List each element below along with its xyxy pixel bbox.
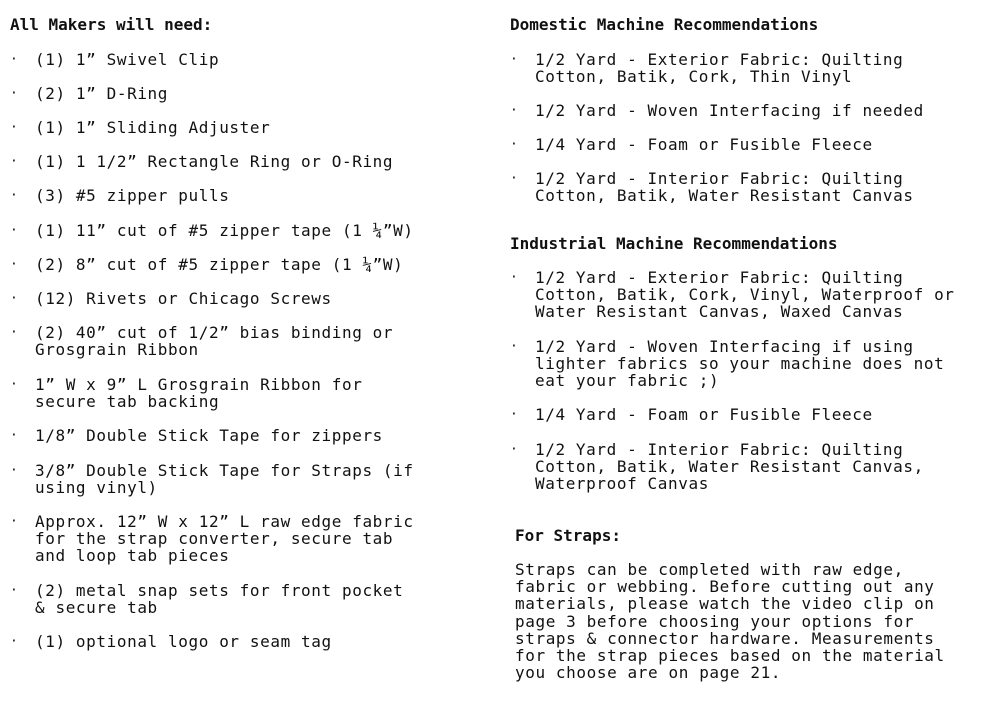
- list-item: [510, 170, 980, 204]
- bullet-icon: ·: [10, 377, 18, 392]
- bullet-icon: ·: [10, 291, 18, 306]
- bullet-icon: ·: [510, 52, 518, 67]
- list-item: [510, 338, 980, 390]
- list-item-text: Approx. 12” W x 12” L raw edge fabric for the strap converter, secure tab and loop tab pieces: [35, 512, 414, 566]
- domestic-heading: Domestic Machine Recommendations: [510, 15, 819, 34]
- list-item-text: (2) 8” cut of #5 zipper tape (1 ¼”W): [35, 255, 404, 274]
- list-item: [10, 256, 480, 273]
- list-item-text: (1) optional logo or seam tag: [35, 632, 332, 651]
- bullet-icon: ·: [10, 583, 18, 598]
- bullet-icon: ·: [10, 154, 18, 169]
- list-item-text: 1/8” Double Stick Tape for zippers: [35, 426, 383, 445]
- makers-heading: All Makers will need:: [10, 15, 213, 34]
- list-item: [10, 376, 480, 410]
- industrial-heading: Industrial Machine Recommendations: [510, 234, 838, 253]
- list-item: [510, 136, 980, 153]
- straps-paragraph: Straps can be completed with raw edge, fabric or webbing. Before cutting out any materials, please watch the video clip on page 3 before choosing your options for straps & connector hardware. Measurements for the strap pieces based on the material you choose are on page 21.: [515, 560, 945, 683]
- list-item-text: (2) metal snap sets for front pocket & secure tab: [35, 581, 404, 618]
- list-item: [10, 119, 480, 136]
- bullet-icon: ·: [10, 120, 18, 135]
- list-item: [10, 85, 480, 102]
- list-item-text: (1) 1” Sliding Adjuster: [35, 118, 271, 137]
- list-item: [10, 153, 480, 170]
- list-item-text: 1/4 Yard - Foam or Fusible Fleece: [535, 405, 873, 424]
- bullet-icon: ·: [10, 188, 18, 203]
- bullet-icon: ·: [510, 171, 518, 186]
- list-item: [10, 513, 480, 565]
- list-item-text: 1/4 Yard - Foam or Fusible Fleece: [535, 135, 873, 154]
- bullet-icon: ·: [10, 463, 18, 478]
- list-item-text: (12) Rivets or Chicago Screws: [35, 289, 332, 308]
- list-item: [10, 427, 480, 444]
- list-item: [510, 269, 980, 321]
- bullet-icon: ·: [10, 514, 18, 529]
- list-item-text: 1/2 Yard - Interior Fabric: Quilting Cotton, Batik, Water Resistant Canvas, Waterproof Canvas: [535, 440, 924, 494]
- bullet-icon: ·: [10, 86, 18, 101]
- list-item: [10, 324, 480, 358]
- bullet-icon: ·: [510, 442, 518, 457]
- bullet-icon: ·: [10, 634, 18, 649]
- straps-heading: For Straps:: [515, 526, 621, 545]
- bullet-icon: ·: [510, 137, 518, 152]
- list-item: [10, 187, 480, 204]
- list-item: [510, 102, 980, 119]
- list-item-text: (2) 40” cut of 1/2” bias binding or Grosgrain Ribbon: [35, 323, 394, 360]
- list-item-text: (3) #5 zipper pulls: [35, 186, 230, 205]
- list-item: [10, 222, 480, 239]
- list-item-text: 1/2 Yard - Interior Fabric: Quilting Cotton, Batik, Water Resistant Canvas: [535, 169, 914, 206]
- list-item: [10, 462, 480, 496]
- list-item: [10, 290, 480, 307]
- list-item-text: (1) 1 1/2” Rectangle Ring or O-Ring: [35, 152, 394, 171]
- bullet-icon: ·: [10, 257, 18, 272]
- list-item-text: 1/2 Yard - Woven Interfacing if using lighter fabrics so your machine does not eat your fabric ;): [535, 337, 945, 391]
- bullet-icon: ·: [510, 407, 518, 422]
- list-item-text: 1/2 Yard - Exterior Fabric: Quilting Cotton, Batik, Cork, Vinyl, Waterproof or Water Resistant Canvas, Waxed Canvas: [535, 268, 955, 322]
- list-item-text: 3/8” Double Stick Tape for Straps (if using vinyl): [35, 461, 414, 498]
- list-item: [10, 51, 480, 68]
- bullet-icon: ·: [10, 223, 18, 238]
- list-item: [510, 406, 980, 423]
- list-item: [510, 441, 980, 493]
- bullet-icon: ·: [10, 325, 18, 340]
- list-item-text: 1/2 Yard - Exterior Fabric: Quilting Cotton, Batik, Cork, Thin Vinyl: [535, 50, 904, 87]
- bullet-icon: ·: [510, 270, 518, 285]
- list-item-text: 1” W x 9” L Grosgrain Ribbon for secure tab backing: [35, 375, 363, 412]
- list-item-text: (1) 1” Swivel Clip: [35, 50, 220, 69]
- list-item: [10, 633, 480, 650]
- list-item: [510, 51, 980, 85]
- bullet-icon: ·: [510, 103, 518, 118]
- list-item-text: 1/2 Yard - Woven Interfacing if needed: [535, 101, 924, 120]
- bullet-icon: ·: [10, 52, 18, 67]
- bullet-icon: ·: [510, 339, 518, 354]
- list-item: [10, 582, 480, 616]
- bullet-icon: ·: [10, 428, 18, 443]
- list-item-text: (1) 11” cut of #5 zipper tape (1 ¼”W): [35, 221, 414, 240]
- list-item-text: (2) 1” D-Ring: [35, 84, 169, 103]
